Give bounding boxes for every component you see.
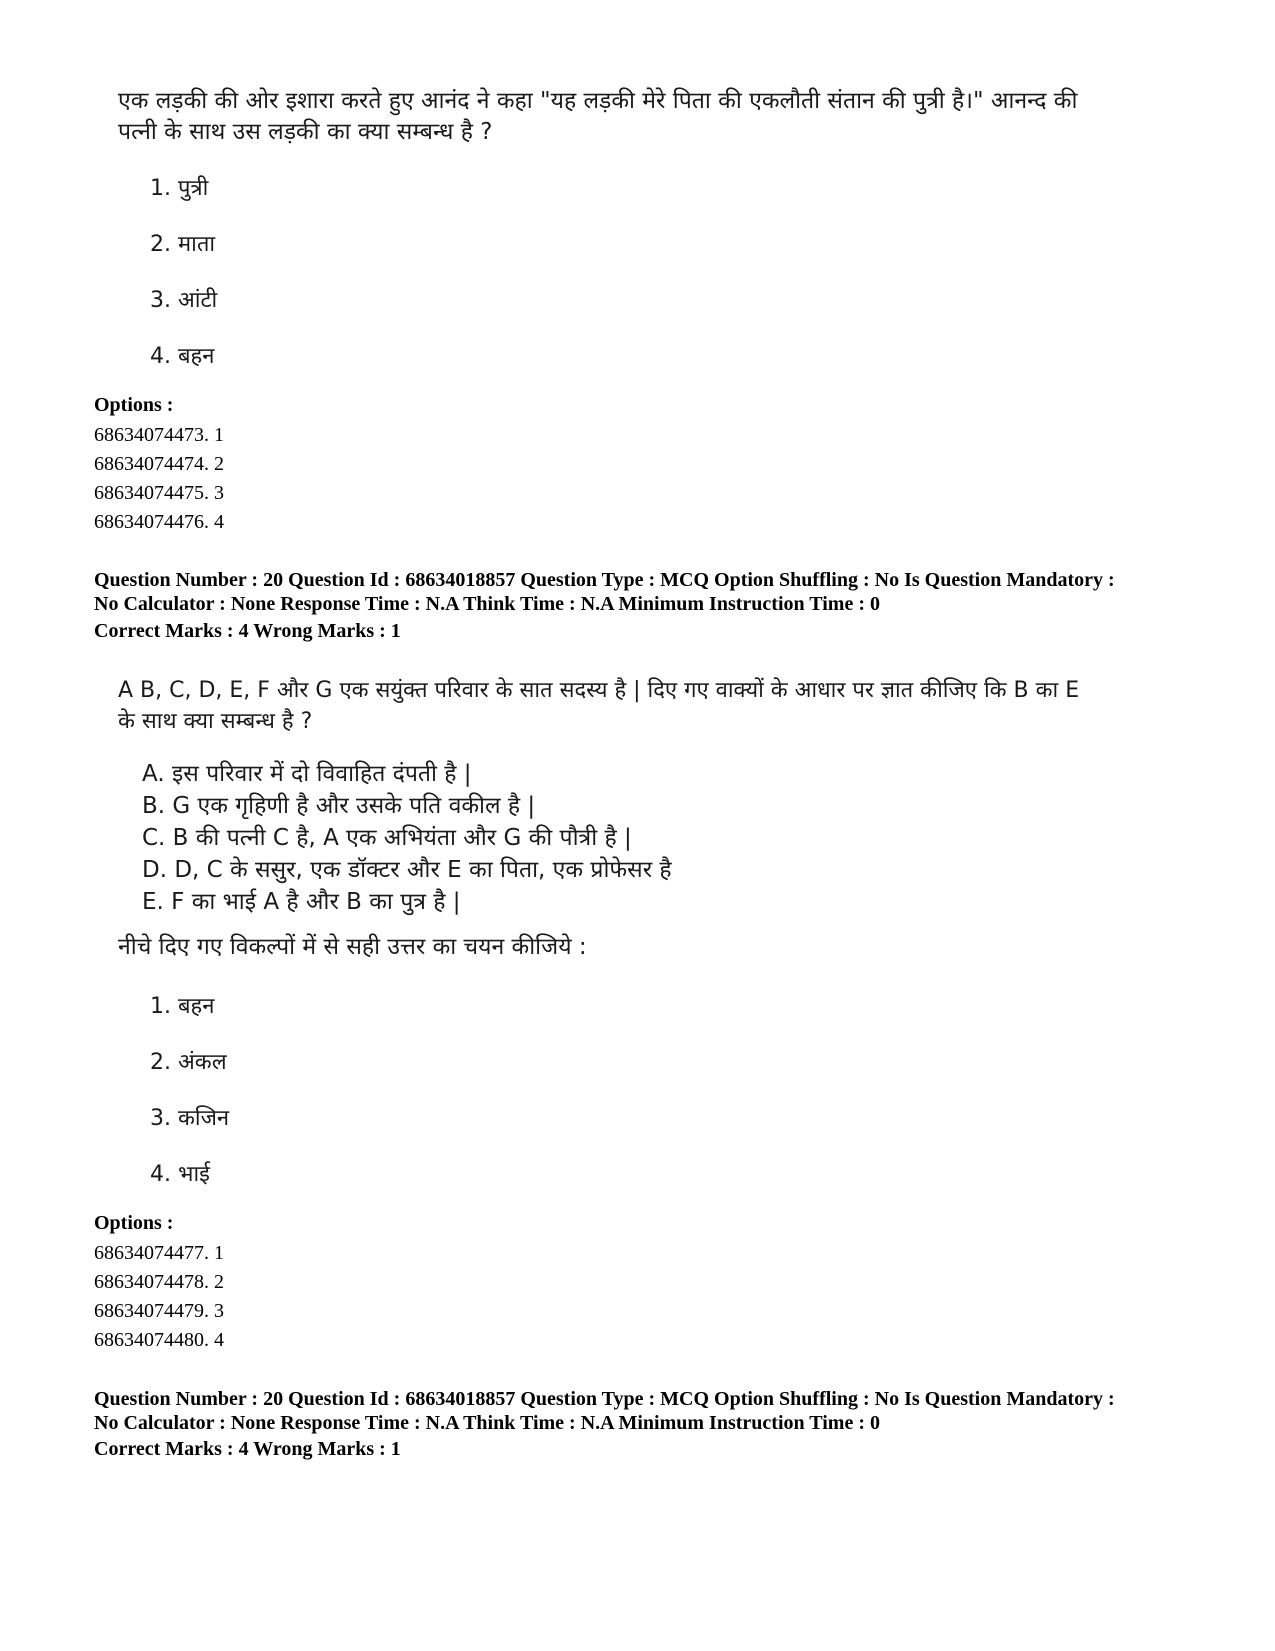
question-meta-1	[94, 568, 1115, 616]
question-b-option-ids	[94, 1239, 224, 1355]
question-b-line-2: के साथ क्या सम्बन्ध है ?	[118, 709, 313, 734]
meta-line-1: Question Number : 20 Question Id : 68634018857 Question Type : MCQ Option Shuffling : No Is Question Mandatory :	[94, 569, 1115, 591]
question-a-choice-3: 3. आंटी	[150, 288, 218, 313]
option-id: 68634074474. 2	[94, 453, 224, 475]
question-b-choice-2: 2. अंकल	[150, 1050, 227, 1075]
option-id: 68634074480. 4	[94, 1329, 224, 1351]
question-b-choice-1: 1. बहन	[150, 994, 215, 1019]
question-a-choice-4: 4. बहन	[150, 344, 215, 369]
marks-1: Correct Marks : 4 Wrong Marks : 1	[94, 620, 401, 642]
question-b-choice-4: 4. भाई	[150, 1162, 210, 1187]
statement-e: E. F का भाई A है और B का पुत्र है |	[142, 889, 461, 915]
option-id: 68634074473. 1	[94, 424, 224, 446]
option-id: 68634074479. 3	[94, 1300, 224, 1322]
option-id: 68634074477. 1	[94, 1242, 224, 1264]
marks-2: Correct Marks : 4 Wrong Marks : 1	[94, 1438, 401, 1460]
question-a-line-2: पत्नी के साथ उस लड़की का क्या सम्बन्ध है ?	[118, 119, 493, 145]
meta-line-2: No Calculator : None Response Time : N.A Think Time : N.A Minimum Instruction Time : 0	[94, 1412, 880, 1434]
statement-b: B. G एक गृहिणी है और उसके पति वकील है |	[142, 793, 536, 819]
question-b-text	[118, 675, 1198, 737]
question-b-choice-3: 3. कजिन	[150, 1106, 230, 1131]
option-id: 68634074478. 2	[94, 1271, 224, 1293]
question-a-option-ids	[94, 421, 224, 537]
meta-line-1: Question Number : 20 Question Id : 68634018857 Question Type : MCQ Option Shuffling : No Is Question Mandatory :	[94, 1388, 1115, 1410]
question-meta-2	[94, 1387, 1115, 1435]
question-a-options-label: Options :	[94, 394, 174, 416]
question-a-text	[118, 86, 1198, 148]
statement-a: A. इस परिवार में दो विवाहित दंपती है |	[142, 761, 472, 787]
question-a-choice-2: 2. माता	[150, 232, 216, 257]
question-a-choice-1: 1. पुत्री	[150, 176, 209, 201]
question-a-line-1: एक लड़की की ओर इशारा करते हुए आनंद ने कहा "यह लड़की मेरे पिता की एकलौती संतान की पुत्री है।" आनन्द की	[118, 88, 1078, 114]
question-b-options-label: Options :	[94, 1212, 174, 1234]
question-b-instruction: नीचे दिए गए विकल्पों में से सही उत्तर का चयन कीजिये :	[118, 934, 587, 960]
option-id: 68634074475. 3	[94, 482, 224, 504]
statement-c: C. B की पत्नी C है, A एक अभियंता और G की पौत्री है |	[142, 825, 632, 851]
option-id: 68634074476. 4	[94, 511, 224, 533]
question-b-statements	[142, 758, 672, 918]
question-b-line-1: A B, C, D, E, F और G एक सयुंक्त परिवार के सात सदस्य है | दिए गए वाक्यों के आधार पर ज्ञात कीजिए कि B का E	[118, 678, 1080, 703]
statement-d: D. D, C के ससुर, एक डॉक्टर और E का पिता, एक प्रोफेसर है	[142, 857, 672, 883]
meta-line-2: No Calculator : None Response Time : N.A Think Time : N.A Minimum Instruction Time : 0	[94, 593, 880, 615]
